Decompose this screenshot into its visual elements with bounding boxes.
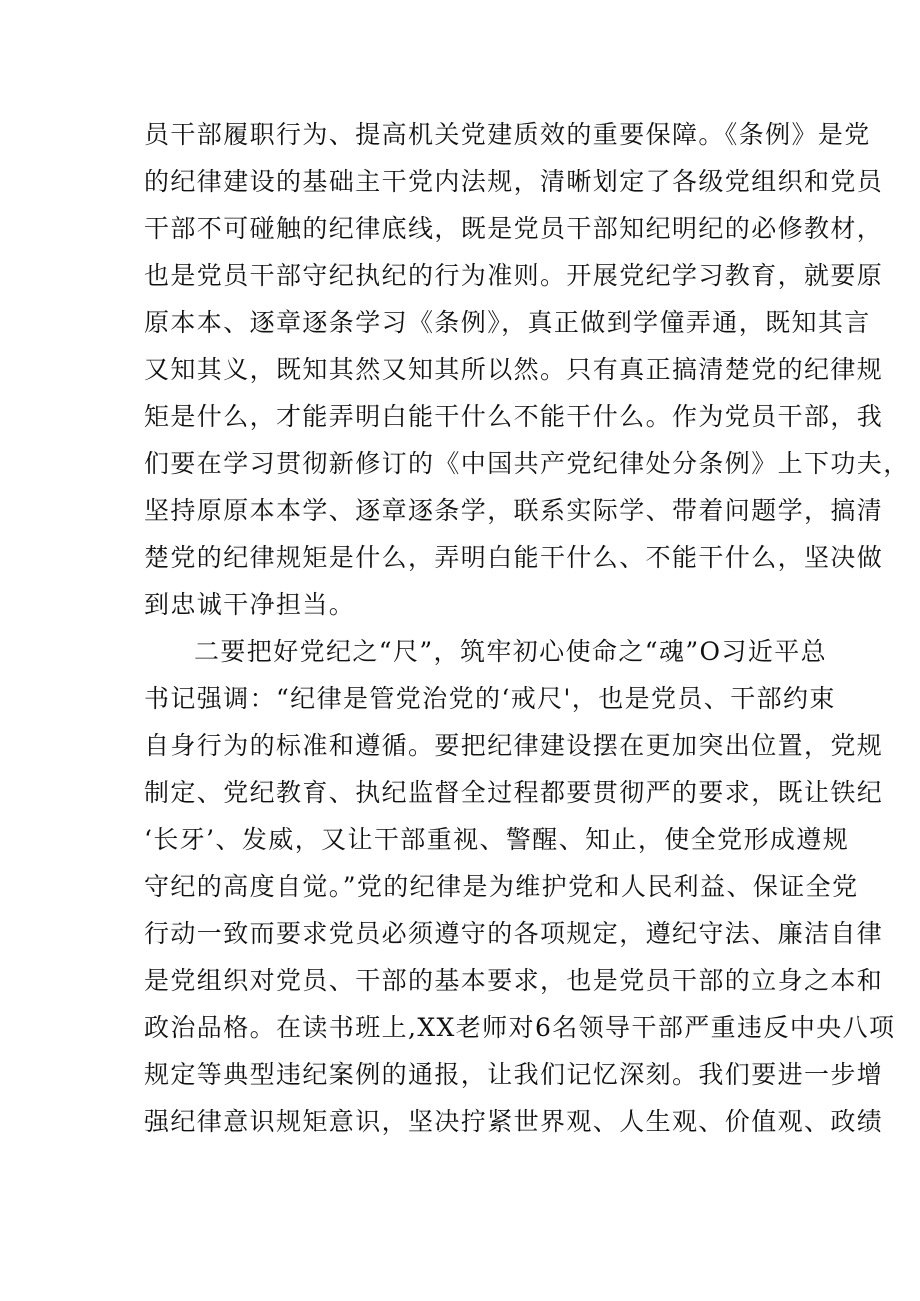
text-line: 坚持原原本本学、逐章逐条学，联系实际学、带着问题学，搞清 [144, 496, 884, 525]
text-line: 也是党员干部守纪执纪的行为准则。开展党纪学习教育，就要原 [144, 261, 884, 290]
text-line: 又知其义，既知其然又知其所以然。只有真正搞清楚党的纪律规 [144, 355, 884, 384]
paragraph-start-line: 二要把好党纪之“尺”，筑牢初心使命之“魂”O习近平总 [194, 637, 828, 666]
text-line: 们要在学习贯彻新修订的《中国共产党纪律处分条例》上下功夫， [144, 449, 910, 478]
text-line: 强纪律意识规矩意识，坚决拧紧世界观、人生观、价值观、政绩 [144, 1107, 884, 1136]
text-line: 原本本、逐章逐条学习《条例》，真正做到学僮弄通，既知其言 [144, 308, 871, 337]
text-line: ‘长牙’、发威，又让干部重视、警醒、知止，使全党形成遵规 [144, 825, 850, 854]
text-line: 楚党的纪律规矩是什么，弄明白能干什么、不能干什么，坚决做 [144, 543, 884, 572]
text-line: 矩是什么，才能弄明白能干什么不能干什么。作为党员干部，我 [144, 402, 884, 431]
text-line: 到忠诚干净担当。 [144, 590, 356, 619]
text-line: 守纪的高度自觉。”党的纪律是为维护党和人民利益、保证全党 [144, 872, 859, 901]
text-line: 行动一致而要求党员必须遵守的各项规定，遵纪守法、廉洁自律 [144, 919, 884, 948]
text-line: 的纪律建设的基础主干党内法规，清晰划定了各级党组织和党员 [144, 167, 884, 196]
text-line: 员干部履职行为、提高机关党建质效的重要保障。《条例》是党 [144, 120, 871, 149]
text-line: 规定等典型违纪案例的通报，让我们记忆深刻。我们要进一步增 [144, 1060, 884, 1089]
text-line: 书记强调：“纪律是管党治党的‘戒尺'，也是党员、干部约束 [144, 684, 836, 713]
text-line: 是党组织对党员、干部的基本要求，也是党员干部的立身之本和 [144, 966, 884, 995]
text-line: 干部不可碰触的纪律底线，既是党员干部知纪明纪的必修教材， [144, 214, 884, 243]
text-line: 制定、党纪教育、执纪监督全过程都要贯彻严的要求，既让铁纪 [144, 778, 884, 807]
body-text [144, 111, 910, 1145]
text-line: 政治品格。在读书班上,XX老师对6名领导干部严重违反中央八项 [144, 1013, 896, 1042]
text-line: 自身行为的标准和遵循。要把纪律建设摆在更加突出位置，党规 [144, 731, 884, 760]
